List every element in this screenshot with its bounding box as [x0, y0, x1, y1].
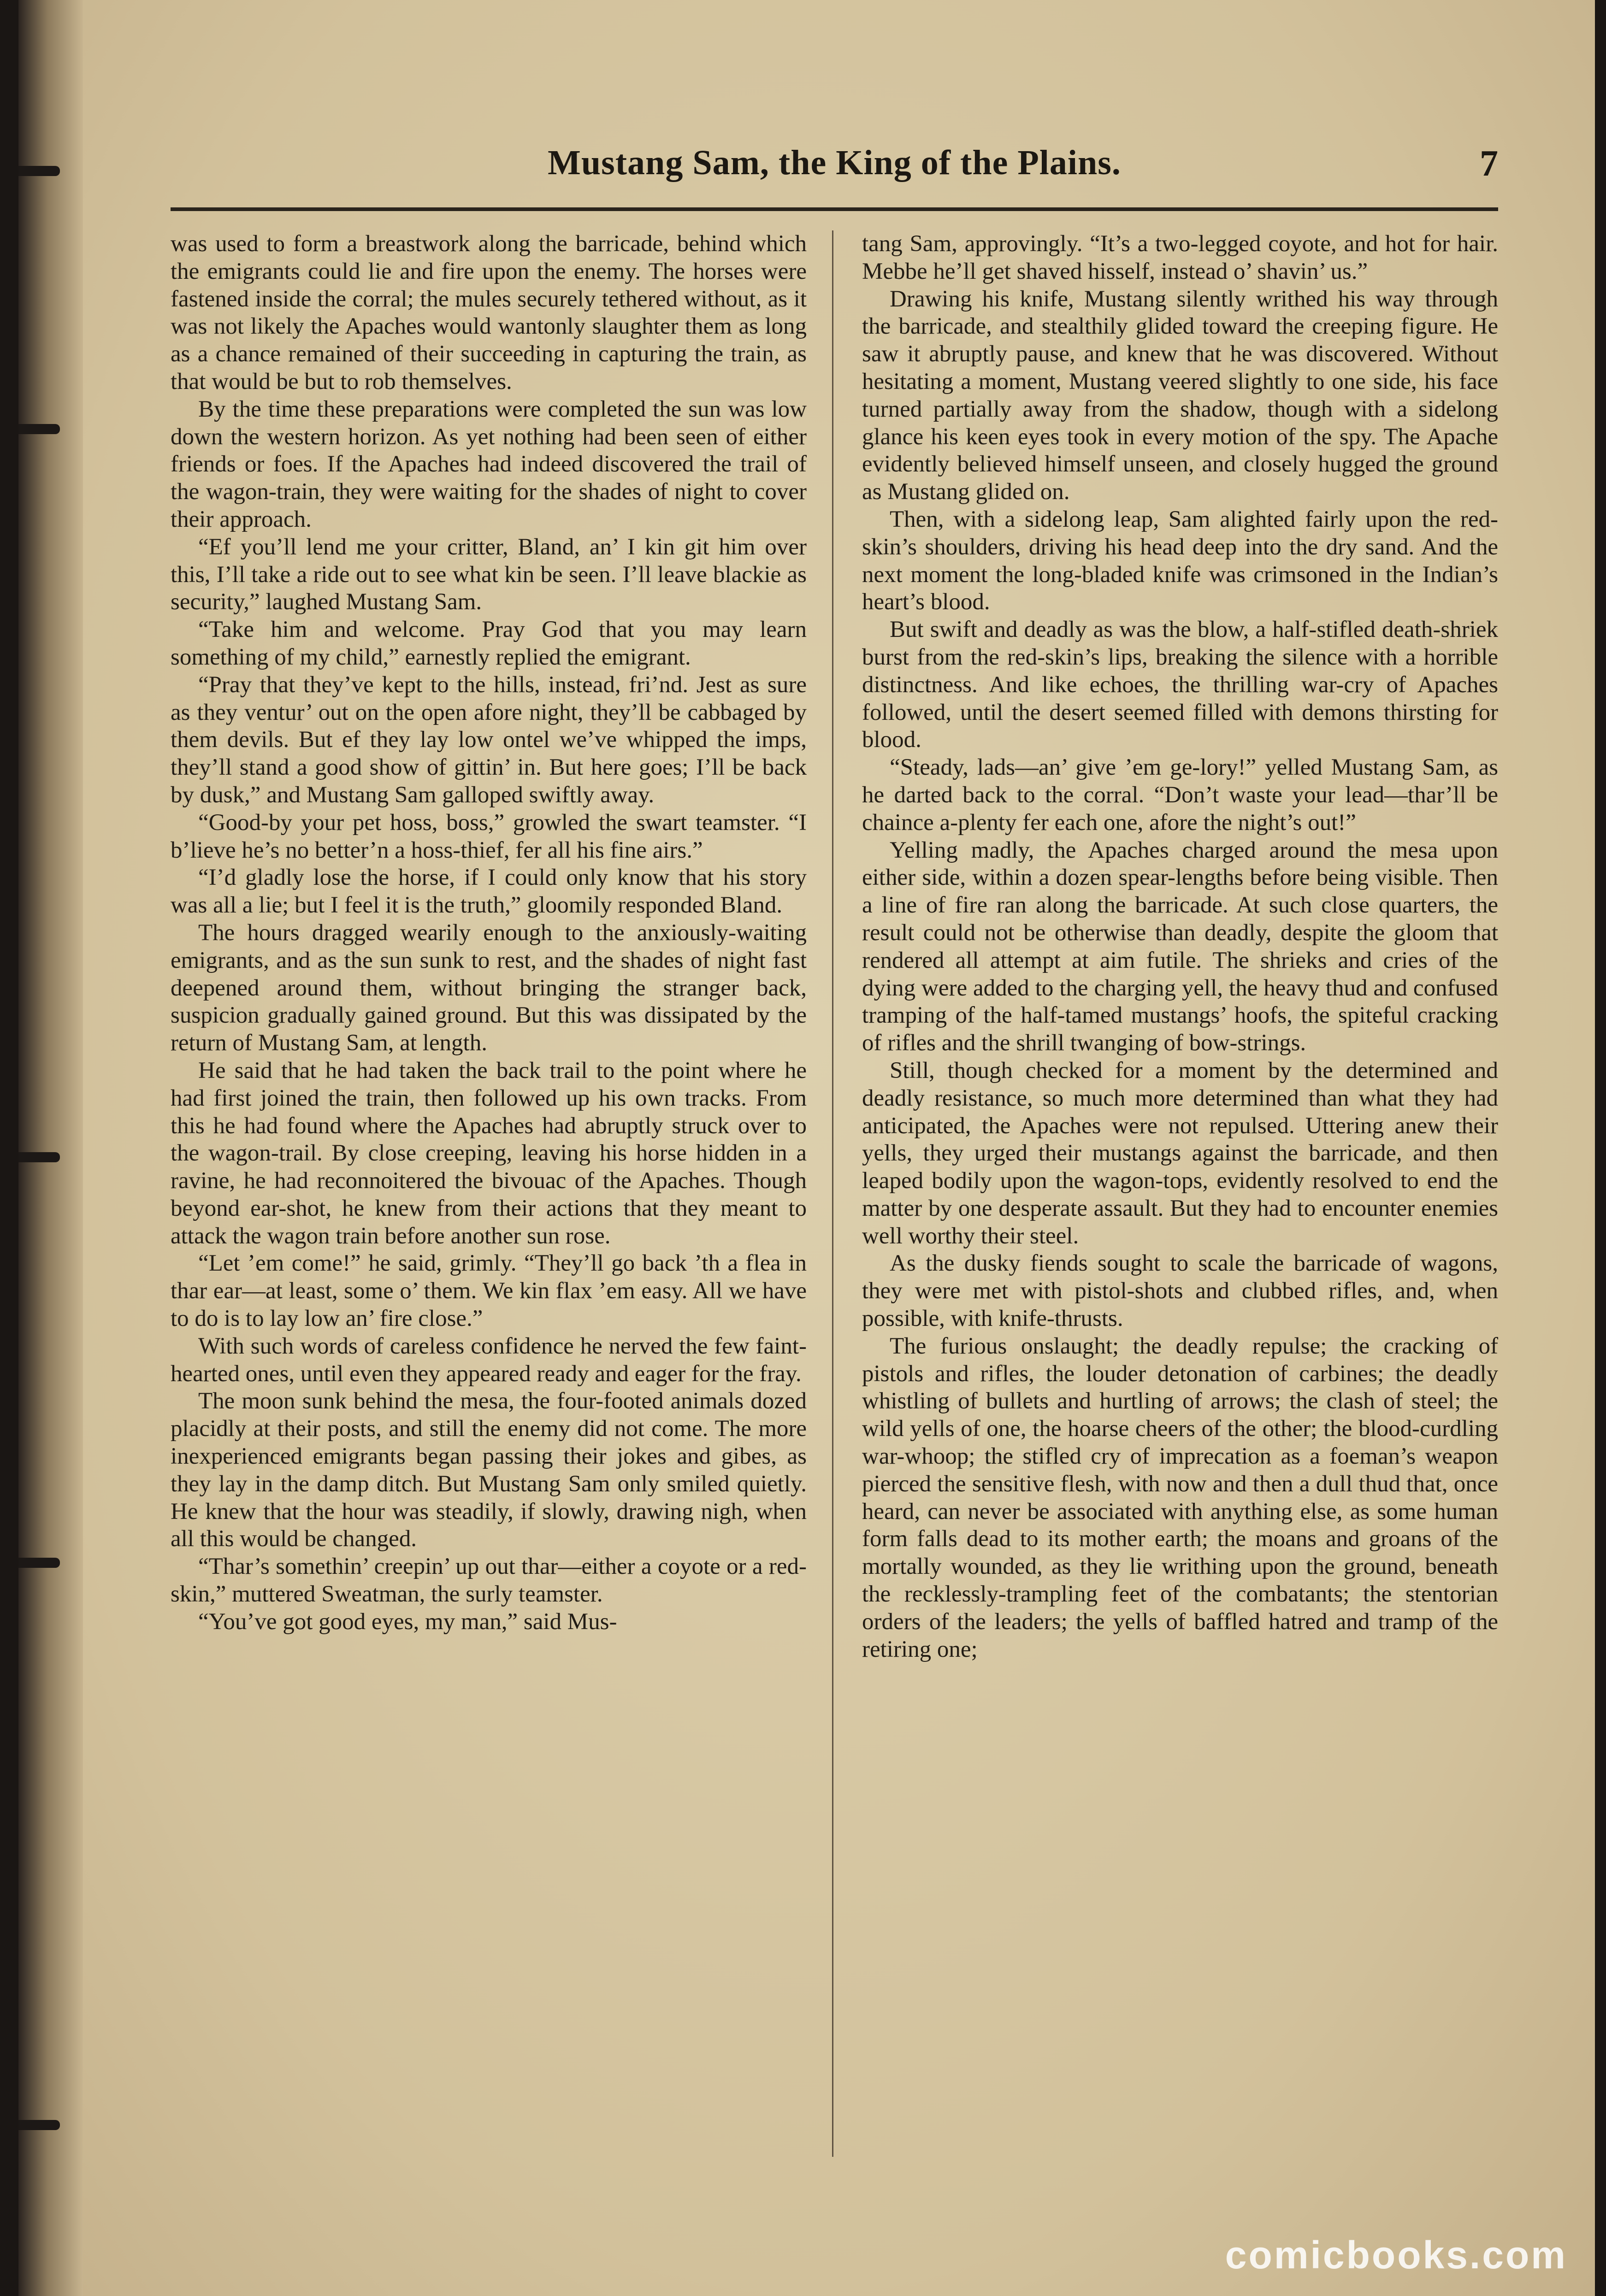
- paragraph: was used to form a breastwork along the barricade, behind which the emigrants could lie and fire upon the enemy. The horses were fastened inside the corral; the mules securely tethered without, as it was not likely the Apaches would wantonly slaughter them as long as a chance remained of their succeeding in capturing the train, as that would be but to rob themselves.: [171, 231, 807, 394]
- paragraph: The moon sunk behind the mesa, the four-footed animals dozed placidly at their posts, and still the enemy did not come. The more inexperienced emigrants began passing their jokes and gibes, as they lay in the damp ditch. But Mustang Sam only smiled quietly. He knew that the hour was steadily, if slowly, drawing nigh, when all this would be changed.: [171, 1388, 807, 1552]
- paragraph: Then, with a sidelong leap, Sam alighted fairly upon the red-skin’s shoulders, driving his head deep into the dry sand. And the next moment the long-bladed knife was crimsoned in the Indian’s heart’s blood.: [862, 506, 1498, 615]
- binding-stitch: [18, 424, 60, 434]
- right-column: [862, 230, 1498, 2157]
- left-column: [171, 230, 807, 2157]
- header-rule: [171, 207, 1498, 211]
- paragraph: tang Sam, approvingly. “It’s a two-legged coyote, and hot for hair. Mebbe he’ll get shaved hisself, instead o’ shavin’ us.”: [862, 231, 1498, 284]
- site-watermark: comicbooks.com: [1225, 2233, 1567, 2277]
- paragraph: But swift and deadly as was the blow, a half-stifled death-shriek burst from the red-skin’s lips, breaking the silence with a horrible distinctness. And like echoes, the thrilling war-cry of Apaches followed, until the desert seemed filled with demons thirsting for blood.: [862, 617, 1498, 753]
- paragraph: With such words of careless confidence he nerved the few faint-hearted ones, until even they appeared ready and eager for the fray.: [171, 1333, 807, 1387]
- scanned-page: [18, 0, 1595, 2296]
- paragraph: He said that he had taken the back trail to the point where he had first joined the train, then followed up his own tracks. From this he had found where the Apaches had abruptly struck over to the wagon-trail. By close creeping, leaving his horse hidden in a ravine, he had reconnoitered the bivouac of the Apaches. Though beyond ear-shot, he knew from their actions that they meant to attack the wagon train before another sun rose.: [171, 1057, 807, 1249]
- page-number: 7: [1480, 143, 1498, 184]
- paragraph: “Thar’s somethin’ creepin’ up out thar—either a coyote or a red-skin,” muttered Sweatman, the surly teamster.: [171, 1554, 807, 1607]
- paragraph: “Pray that they’ve kept to the hills, instead, fri’nd. Jest as sure as they ventur’ out on the open afore night, they’ll be cabbaged by them devils. But ef they lay low ontel we’ve whipped the imps, they’ll stand a good show of gittin’ in. But here goes; I’ll be back by dusk,” and Mustang Sam galloped swiftly away.: [171, 671, 807, 808]
- paragraph: “Good-by your pet hoss, boss,” growled the swart teamster. “I b’lieve he’s no better’n a hoss-thief, fer all his fine airs.”: [171, 809, 807, 863]
- paragraph: By the time these preparations were completed the sun was low down the western horizon. As yet nothing had been seen of either friends or foes. If the Apaches had indeed discovered the trail of the wagon-train, they were waiting for the shades of night to cover their approach.: [171, 396, 807, 532]
- running-title: Mustang Sam, the King of the Plains.: [548, 143, 1121, 182]
- paragraph: The furious onslaught; the deadly repulse; the cracking of pistols and rifles, the louder detonation of carbines; the deadly whistling of bullets and hurtling of arrows; the clash of steel; the wild yells of one, the hoarse cheers of the other; the blood-curdling war-whoop; the stifled cry of imprecation as a foeman’s weapon pierced the sensitive flesh, with now and then a dull thud that, once heard, can never be associated with anything else, as some human form falls dead to its mother earth; the moans and groans of the mortally wounded, as they lie writhing upon the ground, beneath the recklessly-trampling feet of the combatants; the stentorian orders of the leaders; the yells of baffled hatred and tramp of the retiring one;: [862, 1333, 1498, 1662]
- paragraph: As the dusky fiends sought to scale the barricade of wagons, they were met with pistol-shots and clubbed rifles, and, when possible, with knife-thrusts.: [862, 1250, 1498, 1332]
- binding-stitch: [18, 166, 60, 176]
- binding-stitch: [18, 1152, 60, 1162]
- paragraph: “Let ’em come!” he said, grimly. “They’ll go back ’th a flea in thar ear—at least, some o’ them. We kin flax ’em easy. All we have to do is to lay low an’ fire close.”: [171, 1250, 807, 1332]
- paragraph: Still, though checked for a moment by the determined and deadly resistance, so much more determined than what they had anticipated, the Apaches were not repulsed. Uttering anew their yells, they urged their mustangs against the barricade, and then leaped bodily upon the wagon-tops, evidently resolved to end the matter by one desperate assault. But they had to encounter enemies well worthy their steel.: [862, 1057, 1498, 1249]
- column-divider: [832, 230, 833, 2157]
- binding-stitch: [18, 1558, 60, 1568]
- paragraph: “Take him and welcome. Pray God that you may learn something of my child,” earnestly replied the emigrant.: [171, 617, 807, 670]
- paragraph: “Steady, lads—an’ give ’em ge-lory!” yelled Mustang Sam, as he darted back to the corral. “Don’t waste your lead—thar’ll be chaince a-plenty fer each one, afore the night’s out!”: [862, 754, 1498, 836]
- page-header: [171, 138, 1498, 198]
- paragraph: The hours dragged wearily enough to the anxiously-waiting emigrants, and as the sun sunk to rest, and the shades of night fast deepened around them, without bringing the stranger back, suspicion gradually gained ground. But this was dissipated by the return of Mustang Sam, at length.: [171, 919, 807, 1056]
- paragraph: “Ef you’ll lend me your critter, Bland, an’ I kin git him over this, I’ll take a ride out to see what kin be seen. I’ll leave blackie as security,” laughed Mustang Sam.: [171, 534, 807, 615]
- paragraph: “I’d gladly lose the horse, if I could only know that his story was all a lie; but I feel it is the truth,” gloomily responded Bland.: [171, 865, 807, 918]
- paragraph: “You’ve got good eyes, my man,” said Mus-: [198, 1608, 617, 1635]
- paragraph: Drawing his knife, Mustang silently writhed his way through the barricade, and stealthily glided toward the creeping figure. He saw it abruptly pause, and knew that he was discovered. Without hesitating a moment, Mustang veered slightly to one side, his face turned partially away from the shadow, though with a sidelong glance his keen eyes took in every motion of the spy. The Apache evidently believed himself unseen, and closely hugged the ground as Mustang glided on.: [862, 286, 1498, 505]
- binding-spine: [18, 0, 83, 2296]
- paragraph: Yelling madly, the Apaches charged around the mesa upon either side, within a dozen spear-lengths before being visible. Then a line of fire ran along the barricade. At such close quarters, the result could not be otherwise than deadly, despite the gloom that rendered all attempt at aim futile. The shrieks and cries of the dying were added to the charging yell, the heavy thud and confused tramping of the half-tamed mustangs’ hoofs, the spiteful cracking of rifles and the shrill twanging of bow-strings.: [862, 837, 1498, 1056]
- binding-stitch: [18, 2120, 60, 2130]
